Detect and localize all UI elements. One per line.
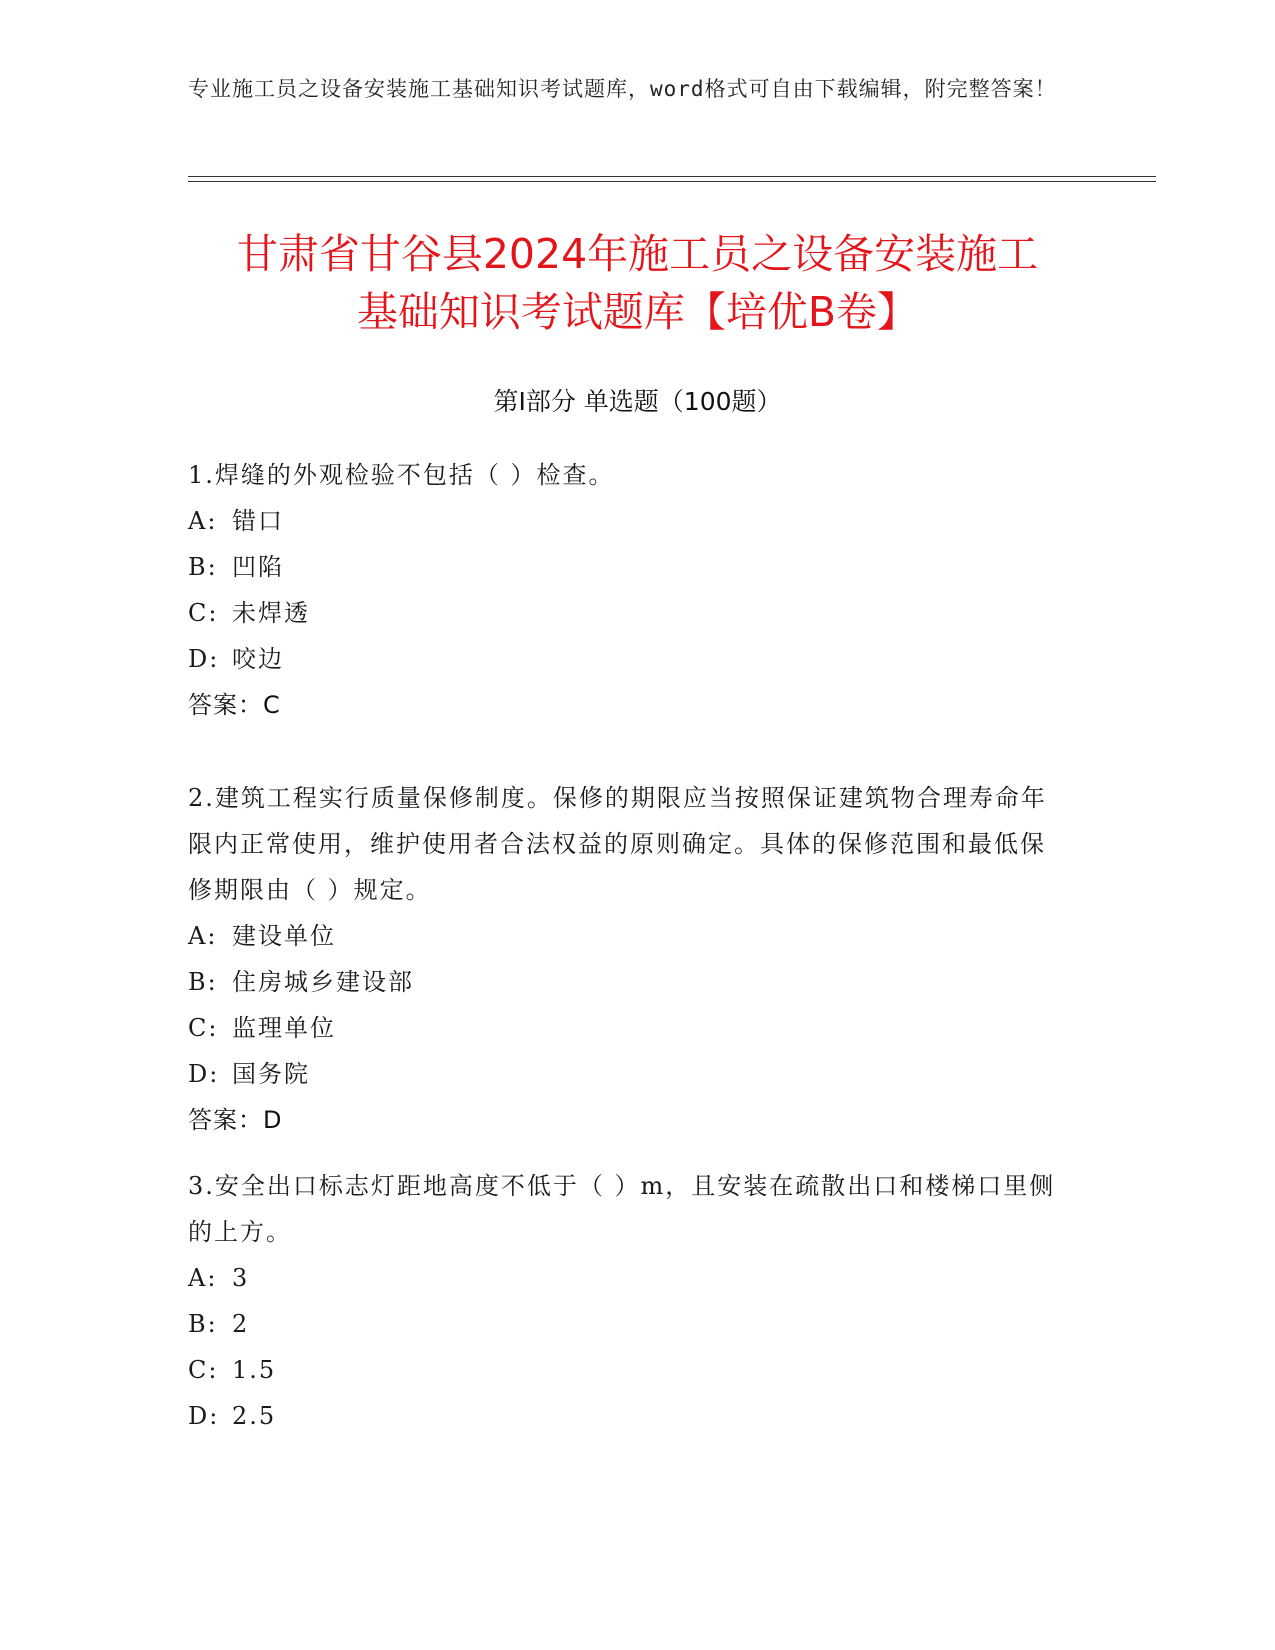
option-d xyxy=(188,1393,1068,1439)
question-stem: 1.焊缝的外观检验不包括（ ）检查。 xyxy=(188,461,615,489)
header-divider-top xyxy=(188,176,1156,177)
option-letter: B: xyxy=(188,1310,218,1338)
option-b xyxy=(188,1301,1068,1347)
option-a xyxy=(188,913,1068,959)
option-text: 错口 xyxy=(232,507,284,535)
option-letter: C: xyxy=(188,1356,219,1384)
document-title xyxy=(150,225,1125,341)
option-text: 监理单位 xyxy=(232,1014,336,1042)
option-text: 未焊透 xyxy=(232,599,310,627)
option-text: 咬边 xyxy=(232,645,284,673)
option-b xyxy=(188,544,1068,590)
option-text: 1.5 xyxy=(232,1356,277,1384)
option-a xyxy=(188,1255,1068,1301)
option-letter: D: xyxy=(188,1402,220,1430)
option-text: 建设单位 xyxy=(232,922,336,950)
option-d xyxy=(188,1051,1068,1097)
header-divider-bottom xyxy=(188,181,1156,182)
option-c xyxy=(188,590,1068,636)
option-letter: D: xyxy=(188,645,220,673)
option-letter: B: xyxy=(188,968,218,996)
option-c xyxy=(188,1005,1068,1051)
question-1 xyxy=(188,452,1068,728)
question-stem: 3.安全出口标志灯距地高度不低于（ ）m，且安装在疏散出口和楼梯口里侧的上方。 xyxy=(188,1172,1056,1246)
option-letter: A: xyxy=(188,507,218,535)
option-text: 2 xyxy=(232,1310,250,1338)
option-a xyxy=(188,498,1068,544)
section-title: 第Ⅰ部分 单选题（100题） xyxy=(493,387,782,416)
option-letter: A: xyxy=(188,922,218,950)
document-title-line-1: 甘肃省甘谷县2024年施工员之设备安装施工 xyxy=(236,230,1039,278)
option-c xyxy=(188,1347,1068,1393)
option-letter: C: xyxy=(188,599,219,627)
question-3 xyxy=(188,1163,1068,1439)
question-stem: 2.建筑工程实行质量保修制度。保修的期限应当按照保证建筑物合理寿命年限内正常使用，维护使用者合法权益的原则确定。具体的保修范围和最低保修期限由（ ）规定。 xyxy=(188,784,1047,904)
document-title-line-2: 基础知识考试题库【培优B卷】 xyxy=(356,288,919,336)
option-text: 凹陷 xyxy=(232,553,284,581)
option-text: 2.5 xyxy=(232,1402,277,1430)
header-note: 专业施工员之设备安装施工基础知识考试题库，word格式可自由下载编辑，附完整答案！ xyxy=(188,77,1057,101)
option-b xyxy=(188,959,1068,1005)
option-text: 住房城乡建设部 xyxy=(232,968,414,996)
option-text: 3 xyxy=(232,1264,250,1292)
option-letter: C: xyxy=(188,1014,219,1042)
option-d xyxy=(188,636,1068,682)
option-letter: D: xyxy=(188,1060,220,1088)
option-letter: B: xyxy=(188,553,218,581)
question-2 xyxy=(188,775,1068,1143)
answer-line: 答案：D xyxy=(188,1106,283,1134)
option-text: 国务院 xyxy=(232,1060,310,1088)
answer-line: 答案：C xyxy=(188,691,281,719)
option-letter: A: xyxy=(188,1264,218,1292)
